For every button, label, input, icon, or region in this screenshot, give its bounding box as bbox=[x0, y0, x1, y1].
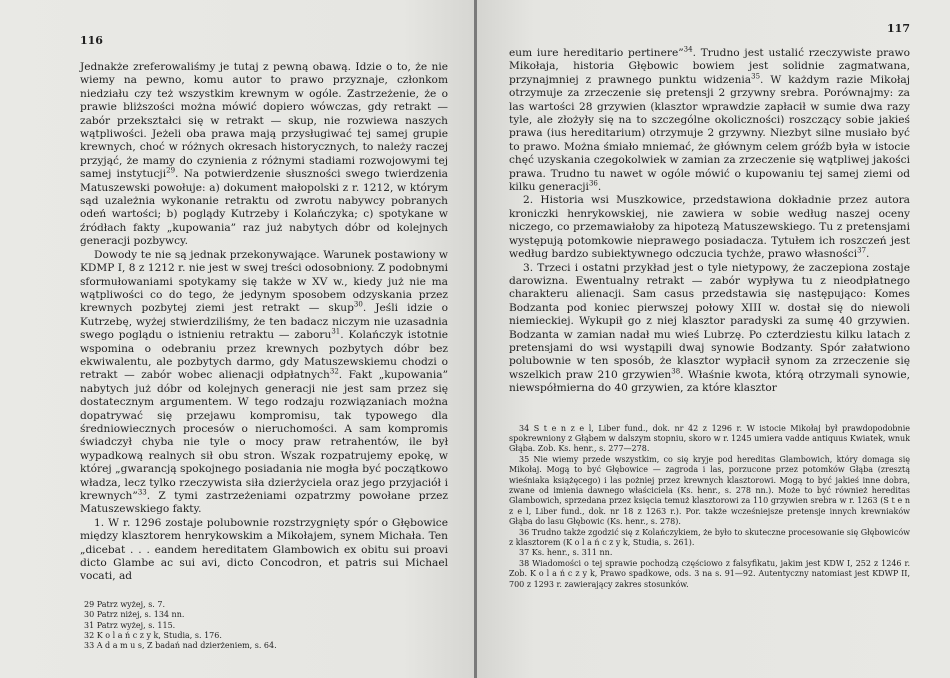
footnote-29: 29 Patrz wyżej, s. 7. bbox=[84, 599, 166, 609]
footnote-30: 30 Patrz niżej, s. 134 nn. bbox=[84, 610, 185, 620]
footnote-33: 33 A d a m u s, Z badań nad dzierżeniem, s. 64. bbox=[84, 641, 277, 651]
left-footnotes bbox=[84, 600, 448, 652]
footnote-35: 35 Nie wiemy przede wszystkim, co się kryje pod hereditas Glambowich, który domaga się Mikołaj. Mogą to być Głębowice — zagroda i las, porzucone przez potomków Głąba (zresztą wieśniaka książęcego) i las pożniej przez krewnych klasztorowi. Mogą to być jakieś inne dobra, zwane od imienia dawnego właściciela (Ks. henr., s. 278 nn.). Może to być również hereditas Glambowich, sprzedana przez księcia temuż klasztorowi za 110 grzywien srebra w r. 1263 (S t e n z e l, Liber fund., dok. nr 18 z 1263 r.). Por. także wcześniejsze pretensje innych krewniaków Głąba do lasu Głębowic (Ks. henr., s. 278). bbox=[509, 454, 910, 527]
left-paragraph-2: Dowody te nie są jednak przekonywające. Warunek postawiony w KDMP I, 8 z 1212 r. nie jest w swej treści odosobniony. Z podobnymi sformułowaniami spotykamy się także w XV w., kiedy już nie ma wątpliwości co do tego, że jedynym sposobem odzyskania przez krewnych pozbytej ziemi jest retrakt — skup$^{30}$. Jeśli idzie o Kutrzebę, wyżej stwierdziliśmy, że ten badacz niczym nie uzasadnia swego poglądu o istnieniu retraktu — zaboru$^{31}$. Kolańczyk istotnie wspomina o odebraniu przez krewnych pozbytych dóbr bez ekwiwalentu, ale pozbytych darmo, gdy Matuszewskiemu chodzi o retrakt — zabór wobec alienacji odpłatnych$^{32}$. Fakt „kupowania” nabytych już dóbr od kolejnych generacji nie jest sam przez się dostatecznym argumentem. W tego rodzaju rozwiązaniach można dopatrywać się przejawu kompromisu, tak typowego dla średniowiecznych procesów o nieruchomości. A sam kompromis świadczył chyba nie tyle o mocy praw retrahentów, ile był wypadkową realnych sił obu stron. Wszak rozpatrujemy epokę, w której „gwarancją spokojnego posiadania nie mogła być początkowo władza, lecz tylko rzeczywista siła dzierżyciela oraz jego przyjaciół i krewnych”$^{33}$. Z tymi zastrzeżeniami ozpatrzmy powołane przez Matuszewskiego fakty. bbox=[80, 248, 448, 516]
footnote-37: 37 Ks. henr., s. 311 nn. bbox=[519, 548, 613, 558]
left-body-text bbox=[80, 61, 448, 584]
footnote-36: 36 Trudno także zgodzić się z Kolańczykiem, że było to skuteczne procesowanie się Głębowiców z klasztorem (K o l a ń c z y k, Studia, s. 261). bbox=[509, 527, 910, 548]
right-footnotes bbox=[509, 424, 910, 591]
page-number-right: 117 bbox=[887, 22, 910, 35]
page-number-left: 116 bbox=[80, 34, 103, 47]
footnote-34: 34 S t e n z e l, Liber fund., dok. nr 42 z 1296 r. W istocie Mikołaj był prawdopodobnie spokrewniony z Głąbem w dalszym stopniu, skoro w r. 1245 umiera vadde antiquus Kwiatek, wnuk Głąba. Zob. Ks. henr., s. 277—278. bbox=[509, 423, 910, 454]
right-body-text bbox=[509, 47, 910, 396]
left-page bbox=[0, 0, 474, 678]
right-paragraph-2: 2. Historia wsi Muszkowice, przedstawiona dokładnie przez autora kroniczki henrykowskiej, nie zawiera w sobie według naszej oceny niczego, co przemawiałoby za hipotezą Matuszewskiego. Tu z pretensjami występują potomkowie nieprawego posiadacza. Tytułem ich roszczeń jest według bardzo subiektywnego odczucia tychże, prawo własności$^{37}$. bbox=[509, 194, 910, 261]
footnote-32: 32 K o l a ń c z y k, Studia, s. 176. bbox=[84, 631, 222, 641]
right-paragraph-3: 3. Trzeci i ostatni przykład jest o tyle nietypowy, że zaczepiona zostaje darowizna. Ewentualny retrakt — zabór wypływa tu z nieodpłatnego charakteru alienacji. Sam casus przedstawia się następująco: Komes Bodzanta pod koniec pierwszej połowy XIII w. dostał się do niewoli niemieckiej. Wykupił go z niej klasztor paradyski za sumę 40 grzywien. Bodzanta w zamian nadał mu wieś Lubrzę. Po czterdziestu kilku latach z pretensjami do wsi wystąpili dwaj synowie Bodzanty. Spór załatwiono polubownie w ten sposób, że klasztor wypłacił synom za zrzeczenie się wszelkich praw 210 grzywien$^{38}$. Właśnie kwota, którą otrzymali synowie, niewspółmierna do 40 grzywien, za które klasztor bbox=[509, 261, 910, 395]
left-paragraph-1: Jednakże zreferowaliśmy je tutaj z pewną obawą. Idzie o to, że nie wiemy na pewno, komu autor to prawo przyznaje, członkom niedziału czy też wszystkim krewnym w ogóle. Zastrzeżenie, że o prawie bliższości można mówić dopiero wówczas, gdy retrakt — zabór przekształci się w retrakt — skup, nie rozwiewa naszych wątpliwości. Jeżeli oba prawa mają przysługiwać tej samej grupie krewnych, choć w różnych okresach historycznych, to należy raczej przyjąć, że mamy do czynienia z różnymi stadiami rozwojowymi tej samej instytucji$^{29}$. Na potwierdzenie słuszności swego twierdzenia Matuszewski powołuje: a) dokument małopolski z r. 1212, w którym sąd uzależnia wykonanie retraktu od zwrotu nabywcy pobranych odeń wartości; b) poglądy Kutrzeby i Kolańczyka; c) spotykane w źródłach fakty „kupowania” raz już nabytych dóbr od kolejnych generacji pozbywcy. bbox=[80, 61, 448, 248]
right-page bbox=[477, 0, 950, 678]
footnote-31: 31 Patrz wyżej, s. 115. bbox=[84, 620, 176, 630]
right-paragraph-1: eum iure hereditario pertinere”$^{34}$. Trudno jest ustalić rzeczywiste prawo Mikołaja, historia Głębowic bowiem jest solidnie zagmatwana, przynajmniej z prawnego punktu widzenia$^{35}$. W każdym razie Mikołaj otrzymuje za zrzeczenie się pretensji 2 grzywny srebra. Porównajmy: za las wartości 28 grzywien (klasztor wprawdzie zapłacił w sumie dwa razy tyle, ale złożyły się na to szczególne okoliczności) roszczący sobie jakieś prawa (ius hereditarium) otrzymuje 2 grzywny. Niezbyt silne musiało być to prawo. Można śmiało mniemać, że głównym celem gróźb była w istocie chęć uzyskania czegokolwiek w zamian za zrzeczenie się wątpliwej jakości prawa. Trudno tu nawet w ogóle mówić o kupowaniu tej samej ziemi od kilku generacji$^{36}$. bbox=[509, 45, 911, 194]
footnote-38: 38 Wiadomości o tej sprawie pochodzą częściowo z falsyfikatu, jakim jest KDW I, 252 z 1246 r. Zob. K o l a ń c z y k, Prawo spadkowe, ods. 3 na s. 91—92. Autentyczny natomiast jest KDWP II, 700 z 1293 r. zawierający zakres stosunków. bbox=[509, 558, 910, 589]
left-paragraph-3: 1. W r. 1296 zostaje polubownie rozstrzygnięty spór o Głębowice między klasztorem henrykowskim a Mikołajem, synem Michała. Ten „dicebat . . . eandem hereditatem Glambowich ex obitu sui proavi dicto Glambe ac sui avi, dicto Concodron, et patris sui Michael vocati, ad bbox=[80, 516, 448, 583]
